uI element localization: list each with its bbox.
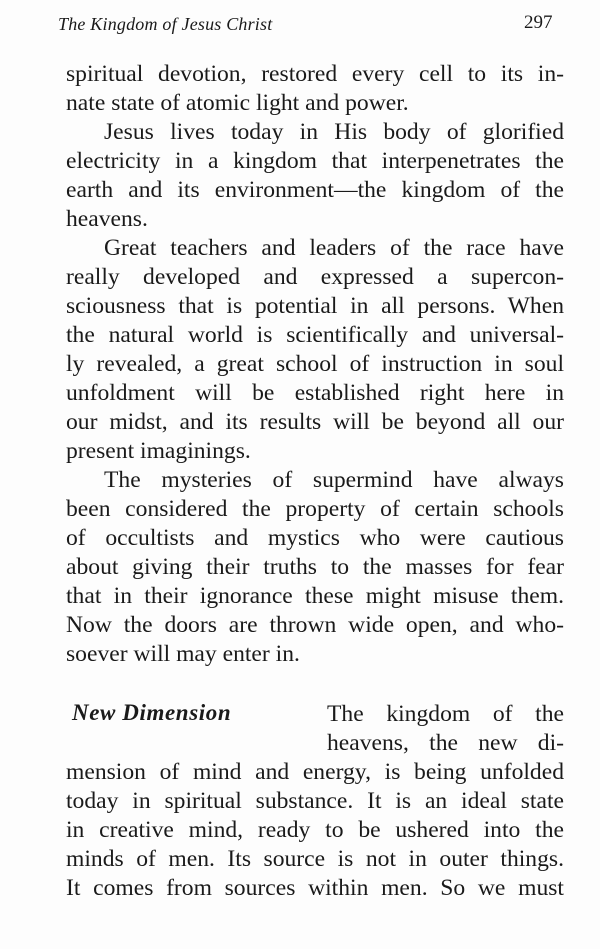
text-line: Great teachers and leaders of the race have — [104, 235, 564, 261]
text-line: sciousness that is potential in all persons. When — [66, 293, 564, 319]
text-line: in creative mind, ready to be ushered into the — [66, 817, 564, 843]
text-line: mension of mind and energy, is being unfolded — [66, 759, 564, 785]
text-line: heavens. — [66, 206, 148, 232]
text-line: the natural world is scientifically and universal- — [66, 322, 564, 348]
text-line: our midst, and its results will be beyond all our — [66, 409, 564, 435]
text-line: of occultists and mystics who were cautious — [66, 525, 564, 551]
section-heading: New Dimension — [72, 700, 232, 725]
text-line: really developed and expressed a supercon- — [66, 264, 564, 290]
running-head: The Kingdom of Jesus Christ — [58, 14, 273, 34]
text-line: Now the doors are thrown wide open, and who- — [66, 612, 564, 638]
text-line: soever will may enter in. — [66, 641, 300, 667]
text-line: spiritual devotion, restored every cell to its in- — [66, 61, 564, 87]
text-line: The kingdom of the — [327, 701, 564, 727]
text-line: heavens, the new di- — [327, 730, 564, 756]
text-line: nate state of atomic light and power. — [66, 90, 409, 116]
text-line: today in spiritual substance. It is an ideal state — [66, 788, 564, 814]
text-line: present imaginings. — [66, 438, 251, 464]
text-line: about giving their truths to the masses for fear — [66, 554, 564, 580]
page-number: 297 — [524, 12, 553, 33]
text-line: earth and its environment—the kingdom of the — [66, 177, 564, 203]
text-line: that in their ignorance these might misuse them. — [66, 583, 564, 609]
text-line: unfoldment will be established right here in — [66, 380, 564, 406]
text-line: Jesus lives today in His body of glorified — [104, 119, 564, 145]
text-line: minds of men. Its source is not in outer things. — [66, 846, 564, 872]
text-line: The mysteries of supermind have always — [104, 467, 564, 493]
text-line: ly revealed, a great school of instruction in soul — [66, 351, 564, 377]
text-line: It comes from sources within men. So we must — [66, 875, 564, 901]
text-line: electricity in a kingdom that interpenetrates the — [66, 148, 564, 174]
text-line: been considered the property of certain schools — [66, 496, 564, 522]
